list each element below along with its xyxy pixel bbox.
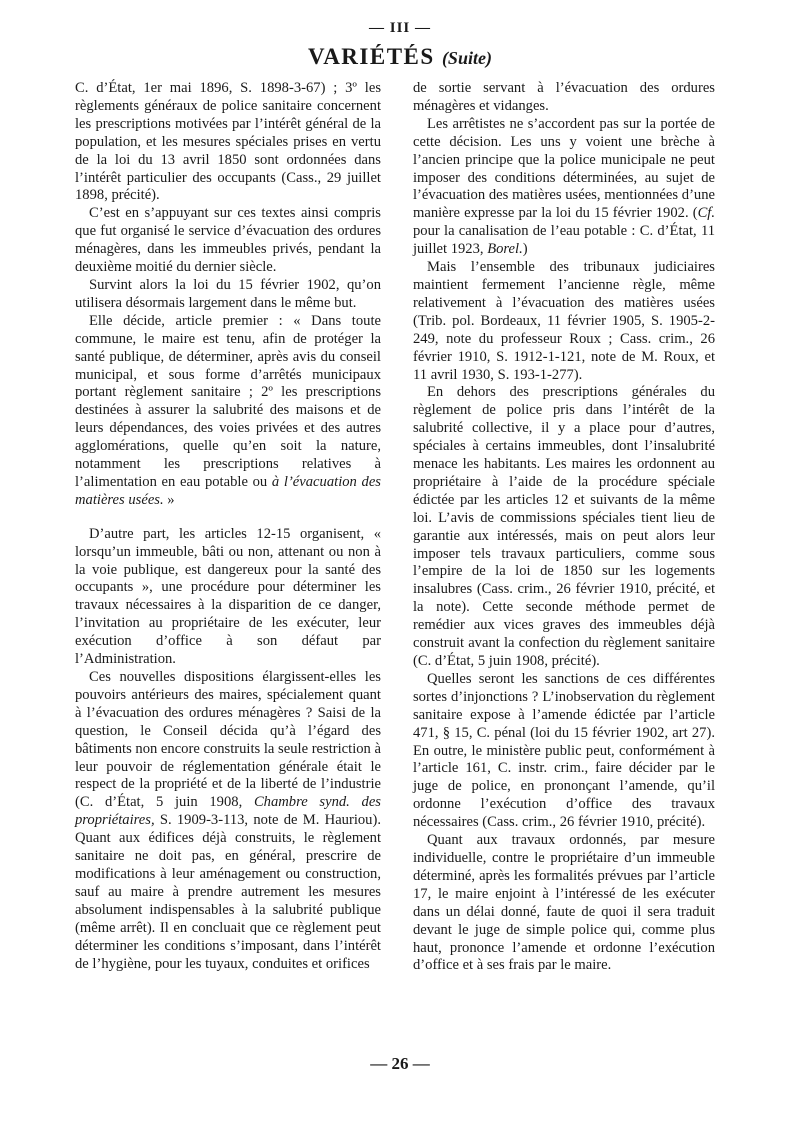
paragraph: D’autre part, les articles 12-15 organisent, « lorsqu’un immeuble, bâti ou non, attenant ou non à la voie publique, est dangereux pour la santé des occupants », une procédure pour déterminer les travaux nécessaires à la disparition de ce danger, l’invitation au propriétaire de les exécuter, leur exécution d’office à son défaut par l’Administration. bbox=[75, 525, 381, 668]
paragraph-text: Les arrêtistes ne s’accordent pas sur la portée de cette décision. Les uns y voient une brèche à l’ancien principe que la police municipale ne peut imposer des conditions déterminées, au sujet de l’évacuation des matières usées, mentionnées d’une manière expresse par la loi du 15 février 1902. ( bbox=[413, 115, 715, 222]
section-title-suffix: (Suite) bbox=[441, 48, 492, 68]
paragraph bbox=[75, 313, 381, 510]
section-title-text: VARIÉTÉS bbox=[308, 44, 435, 69]
italic-text: à l’évacuation des matières usées. bbox=[75, 473, 381, 508]
paragraph-text: Ces nouvelles dispositions élargissent-elles les pouvoirs antérieurs des maires, spécialement quant à l’évacuation des ordures ménagères ? Saisi de la question, le Conseil décida qu’à l’égard des bâtiments non encore construits la seule restriction à leur pouvoir de réglementation générale était le respect de la propriété et de la liberté de l’industrie (C. d’État, 5 juin 1908, bbox=[75, 669, 381, 811]
running-header: — III — bbox=[368, 20, 431, 36]
paragraph bbox=[413, 116, 715, 259]
paragraph-text: » bbox=[163, 491, 175, 508]
left-column bbox=[75, 80, 381, 973]
paragraph: En dehors des prescriptions générales du règlement de police pris dans l’intérêt de la salubrité collective, il y a place pour d’autres, spéciales à certains immeubles, dont l’insalubrité menace les habitants. Les maires les ordonnent au propriétaire à l’aide de la procédure spéciale édictée par les articles 12 et suivants de la même loi. L’avis de commissions spéciales tient lieu de garantie aux intéressés, mais on peut alors leur imposer tels travaux particuliers, comme sous l’empire de la loi de 1850 sur les logements insalubres (Cass. crim., 26 février 1910, précité, et la note). Cette seconde méthode permet de remédier aux vices graves des immeubles déjà construit avant la confection du règlement sanitaire (C. d’État, 5 juin 1908, précité). bbox=[413, 384, 715, 669]
paragraph bbox=[75, 669, 381, 973]
paragraph: Mais l’ensemble des tribunaux judiciaires maintient fermement l’ancienne règle, même relativement à l’évacuation des matières usées (Trib. pol. Bordeaux, 11 février 1905, S. 1905-2-249, note du professeur Roux ; Cass. crim., 26 février 1910, S. 1912-1-121, note de M. Roux, et 11 avril 1930, S. 193-1-277). bbox=[413, 259, 715, 383]
italic-text: Cf. bbox=[697, 205, 715, 222]
paragraph: C. d’État, 1er mai 1896, S. 1898-3-67) ; 3º les règlements généraux de police sanitaire concernent les prescriptions motivées par l’intérêt général de la population, et les mesures spéciales prises en vertu de la loi du 13 avril 1850 sont ordonnées dans l’intérêt particulier des occupants (Cass., 29 juillet 1898, précité). bbox=[75, 80, 381, 204]
paragraph: Quant aux travaux ordonnés, par mesure individuelle, contre le propriétaire d’un immeuble déterminé, après les formalités prévues par l’article 17, le maire enjoint à l’intéressé de les exécuter dans un délai donné, faute de quoi il sera traduit devant le juge de simple police qui, comme plus haut, prononce l’amende et ordonne l’exécution d’office et à ses frais par le maire. bbox=[413, 832, 715, 974]
paragraph: Survint alors la loi du 15 février 1902, qu’on utilisera désormais largement dans le même but. bbox=[75, 276, 381, 311]
paragraph-text: S. 1909-3-113, note de M. Hauriou). Quant aux édifices déjà construits, le règlement sanitaire ne doit pas, en général, prescrire de modifications à leur aménagement ou construction, sauf au maire à prendre autrement les mesures absolument indispensables à la salubrité publique (même arrêt). Il en concluait que ce règlement peut déterminer les conditions s’imposant, dans l’intérêt de l’hygiène, pour les tuyaux, conduites et orifices bbox=[75, 812, 381, 972]
paragraph-text: pour la canalisation de l’eau potable : C. d’État, 11 juillet 1923, bbox=[413, 223, 715, 258]
italic-text: Borel. bbox=[487, 241, 523, 258]
section-title bbox=[0, 44, 800, 70]
paragraph: Quelles seront les sanctions de ces différentes sortes d’injonctions ? L’inobservation du règlement sanitaire expose à l’amende édictée par l’article 471, § 15, C. pénal (loi du 15 février 1902, art 27). En outre, le ministère public peut, conformément à l’article 161, C. instr. crim., faire décider par le juge de police, en prononçant l’amende, qu’il ordonne l’exécution d’office des travaux nécessaires (Cass. crim., 26 février 1910, précité). bbox=[413, 670, 715, 831]
paragraph: de sortie servant à l’évacuation des ordures ménagères et vidanges. bbox=[413, 80, 715, 114]
paragraph-text: Elle décide, article premier : « Dans toute commune, le maire est tenu, afin de protéger la santé publique, de déterminer, après avis du conseil municipal, et sous forme d’arrêtés municipaux portant règlement sanitaire ; 2º les prescriptions destinées à assurer la salubrité des maisons et de leurs dépendances, des voies privées et des autres agglomérations, quelle qu’en soit la nature, notamment les prescriptions relatives à l’alimentation en eau potable ou bbox=[75, 312, 381, 490]
paragraph-text: ) bbox=[522, 241, 528, 258]
page-number: — 26 — bbox=[370, 1054, 430, 1073]
right-column bbox=[413, 80, 715, 975]
paragraph: C’est en s’appuyant sur ces textes ainsi compris que fut organisé le service d’évacuation des ordures ménagères, dans les immeubles privés, pendant la deuxième moitié du dernier siècle. bbox=[75, 205, 381, 276]
italic-text: Chambre synd. des propriétaires, bbox=[75, 794, 381, 829]
